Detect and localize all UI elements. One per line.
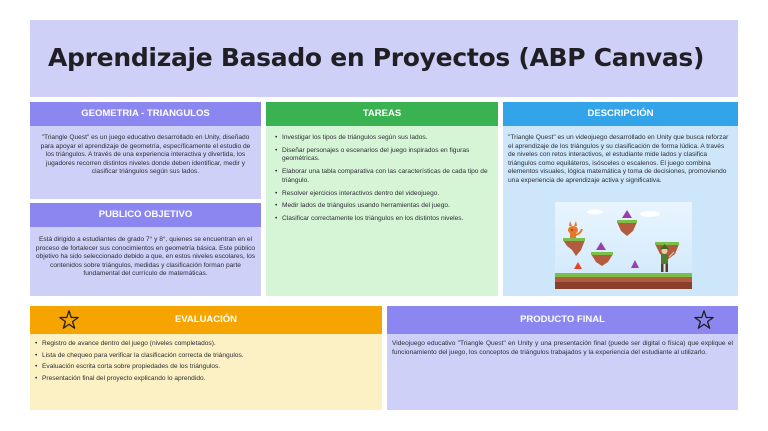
list-item: • Medir lados de triángulos usando herramientas del juego. [275, 202, 489, 211]
producto-text: Videojuego educativo "Triangle Quest" en Unity y una presentación final (puede ser digital o física) que explique el funcionamiento del juego, los conceptos de triángulos trabajados y la experiencia del estudiante al utilizarlo. [392, 340, 733, 356]
evaluacion-box [30, 334, 382, 410]
publico-box [30, 227, 261, 296]
list-item: • Registro de avance dentro del juego (niveles completados). [35, 340, 375, 349]
producto-header [387, 306, 738, 334]
list-item: • Lista de chequeo para verificar la clasificación correcta de triángulos. [35, 352, 375, 361]
list-item: • Evaluación escrita corta sobre propiedades de los triángulos. [35, 363, 375, 372]
descripcion-text: "Triangle Quest" es un videojuego desarrollado en Unity que busca reforzar el aprendizaje de los triángulos y su clasificación de forma lúdica. A través de niveles con retos interactivos, el estudiante mide lados y clasifica triángulos como equiláteros, isósceles o escalenos. El juego combina elementos visuales, lógica matemática y toma de decisiones, promoviendo una experiencia de aprendizaje activa y significativa. [508, 134, 729, 184]
list-item: • Presentación final del proyecto explicando lo aprendido. [35, 375, 375, 384]
list-item: • Diseñar personajes o escenarios del juego inspirados en figuras geométricas. [275, 147, 489, 164]
evaluacion-header-label: EVALUACIÓN [174, 314, 238, 325]
geometria-header: GEOMETRIA - TRIANGULOS [30, 102, 261, 126]
publico-header: PUBLICO OBJETIVO [30, 203, 261, 227]
star-outline-icon [693, 309, 715, 331]
tareas-box [266, 126, 498, 296]
title-banner [30, 20, 738, 97]
page-title: Aprendizaje Basado en Proyectos (ABP Canvas) [48, 43, 705, 72]
evaluacion-list [35, 340, 375, 386]
list-item: • Resolver ejercicios interactivos dentro del videojuego. [275, 190, 489, 199]
list-item: • Clasificar correctamente los triángulos en los distintos niveles. [275, 215, 489, 224]
producto-header-label: PRODUCTO FINAL [520, 314, 605, 325]
tareas-header: TAREAS [266, 102, 498, 126]
publico-text: Está dirigido a estudiantes de grado 7° y 8°, quienes se encuentran en el proceso de fortalecer sus conocimientos en geometría básica. Este público objetivo ha sido seleccionado debido a que, en estos niveles escolares, los contenidos sobre triángulos, medidas y clasificación forman parte fundamental del currículo de matemáticas. [35, 236, 256, 278]
producto-box [387, 334, 738, 410]
descripcion-header: DESCRIPCIÓN [503, 102, 738, 126]
geometria-text: "Triangle Quest" es un juego educativo desarrollado en Unity, diseñado para apoyar el aprendizaje de geometría, específicamente el estudio de los triángulos. A través de una experiencia interactiva y divertida, los jugadores recorren distintos niveles donde deben identificar, medir y clasificar triángulos según sus lados. [40, 134, 251, 176]
game-screenshot-image [555, 202, 692, 289]
list-item: • Investigar los tipos de triángulos según sus lados. [275, 134, 489, 143]
tareas-list [275, 134, 489, 228]
evaluacion-header [30, 306, 382, 334]
list-item: • Elaborar una tabla comparativa con las características de cada tipo de triángulo. [275, 168, 489, 185]
star-outline-icon [58, 309, 80, 331]
geometria-box [30, 126, 261, 199]
descripcion-box [503, 126, 738, 296]
